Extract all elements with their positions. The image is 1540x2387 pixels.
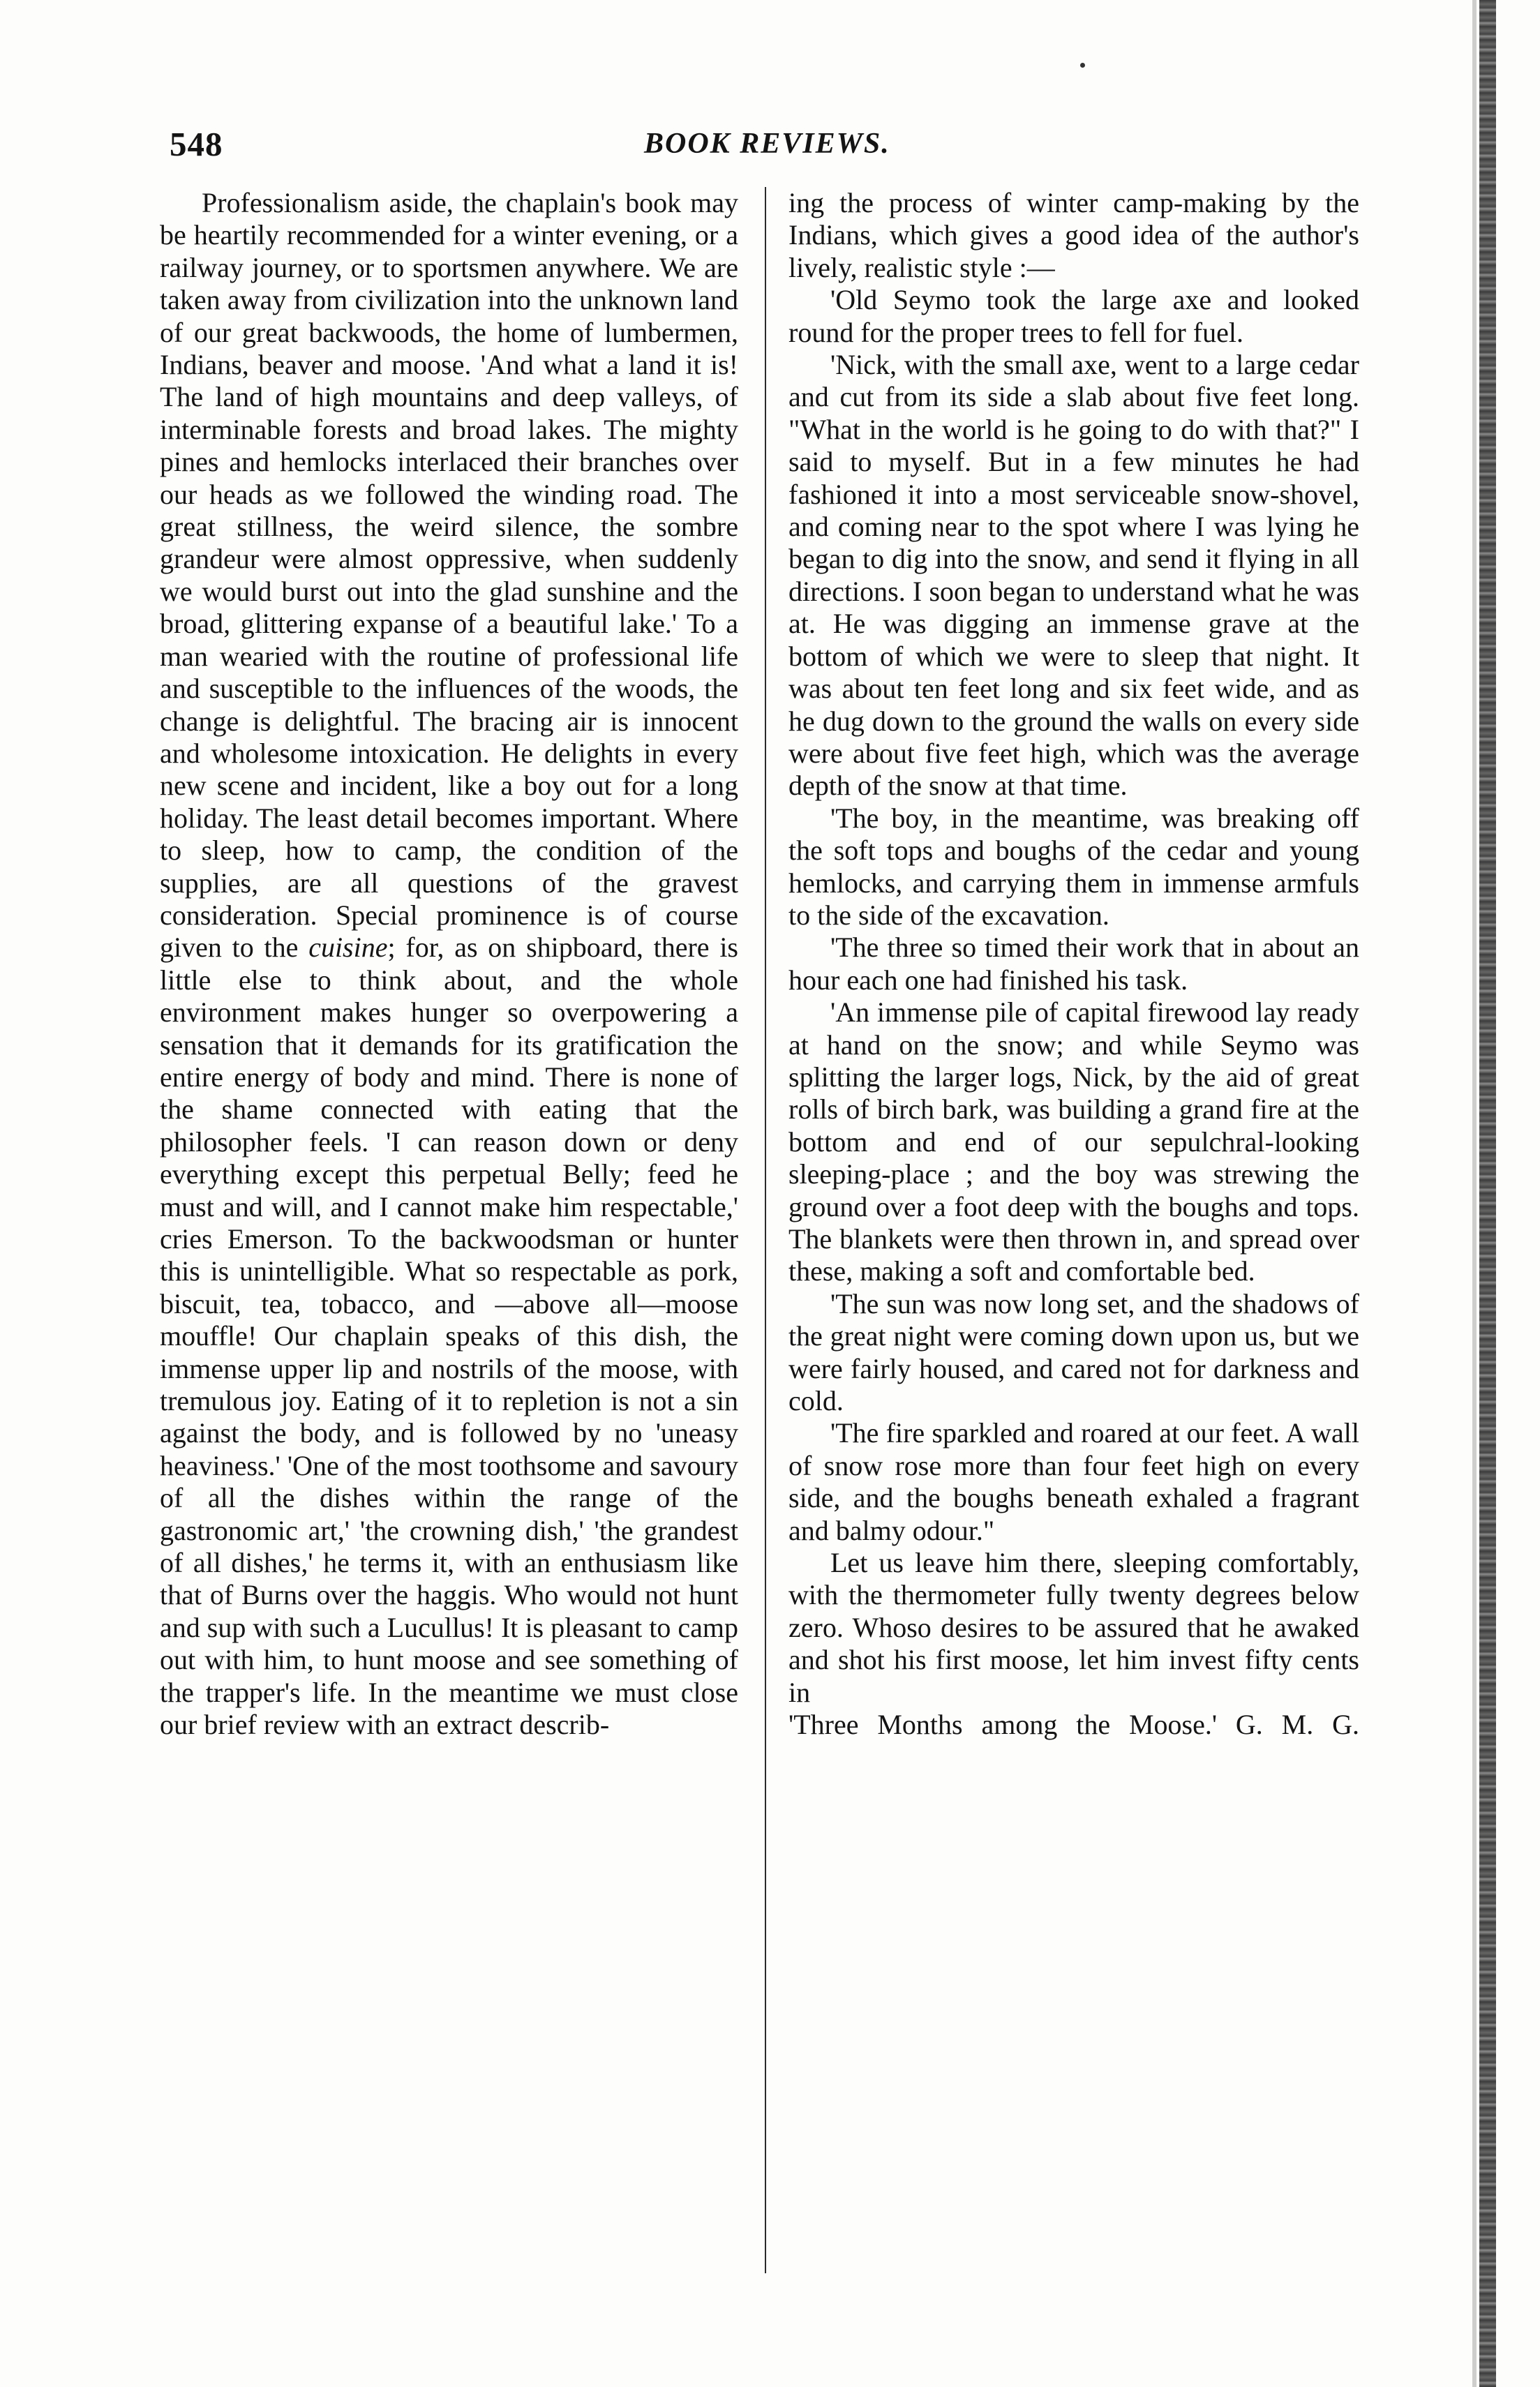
review-text-continued: ; for, as on shipboard, there is little else to think about, and the whole environment makes hunger so overpowering a sensation that it demands for its gratification the entire energy of body and mind. There is none of the shame connected with eating that the philosopher feels. 'I can reason down or deny everything except this perpetual Belly; feed he must and will, and I cannot make him respectable,' cries Emerson. To the backwoodsman or hunter this is unintelligible. What so respectable as pork, biscuit, tea, tobacco, and —above all—moose mouffle! Our chaplain speaks of this dish, the immense upper lip and nostrils of the moose, with tremulous joy. Eating of it to repletion is not a sin against the body, and is followed by no 'uneasy heaviness.' 'One of the most toothsome and savoury of all the dishes within the range of the gastronomic art,' 'the crowning dish,' 'the grandest of all dishes,' he terms it, with an enthusiasm like that of Burns over the haggis. Who would not hunt and sup with such a Lucullus! It is pleasant to camp out with him, to hunt moose and see something of the trapper's life. In the meantime we must close our brief review with an extract describ-	[160, 931, 738, 1741]
extract-paragraph: 'The fire sparkled and roared at our feet. A wall of snow rose more than four feet high on every side, and the boughs beneath exhaled a fragrant and balmy odour."	[788, 1417, 1359, 1546]
review-paragraph	[160, 187, 738, 1742]
extract-paragraph: 'The boy, in the meantime, was breaking off the soft tops and boughs of the cedar and young hemlocks, and carrying them in immense armfuls to the side of the excavation.	[788, 802, 1359, 931]
book-title-reference: 'Three Months among the Moose.'	[788, 1709, 1218, 1741]
running-title: BOOK REVIEWS.	[644, 128, 890, 160]
extract-paragraph: 'The sun was now long set, and the shadows of the great night were coming down upon us, but we were fairly housed, and cared not for darkness and cold.	[788, 1287, 1359, 1417]
extract-paragraph: 'Nick, with the small axe, went to a large cedar and cut from its side a slab about five feet long. "What in the world is he going to do with that?" I said to myself. But in a few minutes he had fashioned it into a most serviceable snow-shovel, and coming near to the spot where I was lying he began to dig into the snow, and send it flying in all directions. I soon began to understand what he was at. He was digging an immense grave at the bottom of which we were to sleep that night. It was about ten feet long and six feet wide, and as he dug down to the ground the walls on every side were about five feet high, which was the average depth of the snow at that time.	[788, 349, 1359, 802]
extract-paragraph: 'The three so timed their work that in about an hour each one had finished his task.	[788, 931, 1359, 996]
page-header	[170, 124, 1331, 173]
signature-line	[788, 1709, 1359, 1741]
binding-edge	[1479, 0, 1496, 2387]
closing-text: Let us leave him there, sleeping comfortably, with the thermometer fully twenty degrees below zero. Whoso desires to be assured that he awaked and shot his first moose, let him invest fifty cents in	[788, 1547, 1359, 1708]
left-column	[160, 187, 738, 1742]
column-divider	[765, 187, 766, 2273]
binding-shadow	[1472, 0, 1477, 2387]
review-text: Professionalism aside, the chaplain's book may be heartily recommended for a winter evening, or a railway journey, or to sportsmen anywhere. We are taken away from civilization into the unknown land of our great backwoods, the home of lumbermen, Indians, beaver and moose. 'And what a land it is! The land of high mountains and deep valleys, of interminable forests and broad lakes. The mighty pines and hemlocks interlaced their branches over our heads as we followed the winding road. The great stillness, the weird silence, the sombre grandeur were almost oppressive, when suddenly we would burst out into the glad sunshine and the broad, glittering expanse of a beautiful lake.' To a man wearied with the routine of professional life and susceptible to the influences of the woods, the change is delightful. The bracing air is innocent and wholesome intoxication. He delights in every new scene and incident, like a boy out for a long holiday. The least detail becomes important. Where to sleep, how to camp, the condition of the supplies, are all questions of the gravest consideration. Special prominence is of course given to the	[160, 187, 738, 964]
page-number: 548	[170, 125, 223, 163]
reviewer-signature: G. M. G.	[1235, 1709, 1360, 1741]
ink-speck	[1080, 63, 1085, 68]
right-column	[788, 187, 1359, 1742]
closing-paragraph	[788, 1547, 1359, 1709]
extract-paragraph: 'Old Seymo took the large axe and looked round for the proper trees to fell for fuel.	[788, 284, 1359, 348]
cuisine-italic: cuisine	[308, 931, 388, 964]
continued-text: ing the process of winter camp-making by the Indians, which gives a good idea of the author's lively, realistic style :—	[788, 187, 1359, 283]
extract-paragraph: 'An immense pile of capital firewood lay ready at hand on the snow; and while Seymo was splitting the larger logs, Nick, by the aid of great rolls of birch bark, was building a grand fire at the bottom and end of our sepulchral-looking sleeping-place ; and the boy was strewing the ground over a foot deep with the boughs and tops. The blankets were then thrown in, and spread over these, making a soft and comfortable bed.	[788, 996, 1359, 1287]
